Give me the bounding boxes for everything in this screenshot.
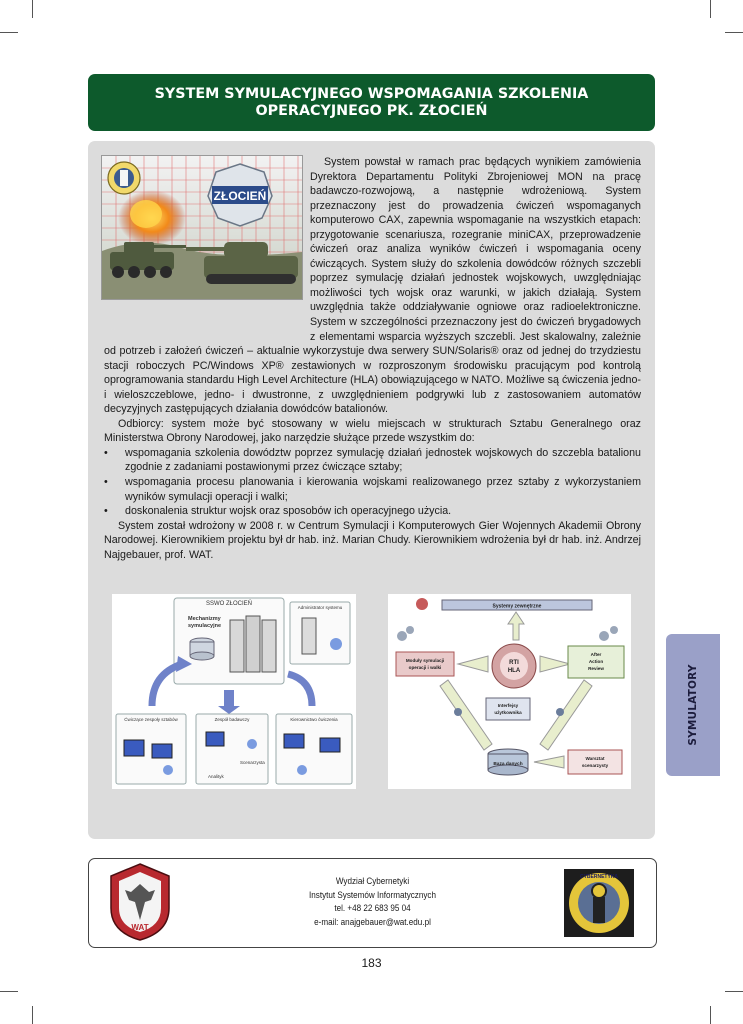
section-side-tab (666, 634, 720, 776)
gear-icon (397, 626, 618, 641)
role-label: Analityk (208, 774, 224, 779)
workshop-label: scenarzysty (581, 763, 609, 768)
architecture-diagram-svg (388, 594, 631, 789)
interfaces-label: użytkownika (494, 710, 522, 715)
crop-mark (725, 32, 743, 33)
crop-mark (0, 32, 18, 33)
list-item-text: wspomagania procesu planowania i kierowania wojskami realizowanego przez sztaby z wykorzystaniem wyników symulacji operacji i walki; (125, 476, 641, 503)
box-label: Zespół badawczy (214, 717, 250, 722)
external-systems-label: Systemy zewnętrzne (492, 603, 542, 610)
arrow-icon (458, 656, 488, 672)
database-icon (190, 638, 214, 660)
arrow-icon (534, 756, 564, 768)
list-item (104, 475, 641, 504)
arrow-icon (440, 680, 492, 750)
aar-label: After (590, 652, 602, 657)
cybernetics-logo (564, 869, 634, 937)
crop-mark (725, 991, 743, 992)
server-icon (230, 616, 276, 672)
article-paragraph-3: System został wdrożony w 2008 r. w Centrum Symulacji i Komputerowych Gier Wojennych Akademii Obrony Narodowej. Kierownikiem projektu był dr hab. inż. Marian Chudy. Kierownikiem wdrożenia był dr hab. inż. Andrzej Najgebauer, prof. WAT. (104, 519, 641, 561)
page-number: 183 (361, 956, 382, 970)
box-label: Ćwiczące zespoły sztabów (124, 717, 178, 722)
arrow-icon (508, 612, 524, 640)
bullet-icon: • (104, 446, 108, 459)
architecture-diagram (388, 594, 631, 789)
institute-name: Instytut Systemów Informatycznych (309, 889, 436, 900)
workshop-label: Warsztat (585, 756, 605, 761)
list-item (104, 504, 641, 519)
bullet-icon: • (104, 505, 108, 518)
core-label: Mechanizmy (188, 616, 221, 622)
structure-diagram-svg (112, 594, 356, 789)
interfaces-label: Interfejsy (497, 703, 519, 708)
crop-mark (0, 991, 18, 992)
crop-mark (32, 1006, 33, 1024)
database-label: Baza danych (493, 762, 523, 767)
rti-label: RTI (509, 660, 519, 666)
hla-label: HLA (507, 668, 521, 674)
email: e-mail: anajgebauer@wat.edu.pl (314, 916, 431, 927)
footer-box (88, 858, 657, 948)
aar-label: Action (588, 659, 604, 664)
core-label: symulacyjne (188, 623, 222, 629)
box-label: Kierownictwo ćwiczenia (290, 717, 338, 722)
crop-mark (710, 1006, 711, 1024)
bullet-icon: • (104, 476, 108, 489)
phone: tel. +48 22 683 95 04 (334, 903, 411, 913)
faculty-name: Wydział Cybernetyki (335, 876, 410, 886)
bullet-list (104, 446, 641, 519)
list-item-text: doskonalenia struktur wojsk oraz sposobów ich operacyjnego użycia. (125, 505, 452, 518)
satellite-icon (416, 598, 428, 610)
wat-logo-text: WAT (131, 923, 149, 932)
crop-mark (710, 0, 711, 18)
header-title-line2: OPERACYJNEGO PK. ZŁOCIEŃ (255, 102, 488, 119)
crop-mark (32, 0, 33, 18)
article-body (104, 155, 641, 562)
logo-text: ZŁOCIEŃ (213, 189, 267, 203)
aar-label: Review (588, 666, 604, 671)
image-wrap-spacer (104, 155, 310, 333)
list-item (104, 446, 641, 475)
cybernetics-logo-text: CYBERNETYKA (579, 874, 619, 880)
header-title-line1: SYSTEM SYMULACYJNEGO WSPOMAGANIA SZKOLENIA (154, 85, 589, 102)
module-label: operacji i walki (408, 665, 442, 670)
arrow-icon (218, 690, 240, 714)
admin-label: Administrator systemu (297, 605, 343, 610)
role-label: Scenarzysta (240, 760, 265, 765)
article-paragraph-2: Odbiorcy: system może być stosowany w wielu miejscach w strukturach Sztabu Generalnego oraz Ministerstwa Obrony Narodowej, jako narzędzie służące przede wszystkim do: (104, 417, 641, 445)
module-label: Moduły symulacji (405, 658, 445, 663)
diagram-title: SSWO ZŁOCIEŃ (205, 601, 253, 607)
arrow-icon (540, 680, 592, 750)
side-tab-label: SYMULATORY (687, 664, 699, 746)
arrow-icon (540, 656, 570, 672)
system-structure-diagram (112, 594, 356, 789)
list-item-text: wspomagania szkolenia dowództw poprzez symulację działań jednostek wojskowych do szczebla batalionu zgodnie z zadaniami postawionymi przez ćwiczące sztaby; (125, 446, 641, 474)
article-paragraph-1: System powstał w ramach prac będących wynikiem zamówienia Dyrektora Departamentu Polityki Zbrojeniowej MON na pracę badawczo-rozwojową, a następnie wdrożeniową. System przeznaczony jest do prowadzenia ćwiczeń wspomaganych komputerowo CAX, zapewnia wspomaganie na wszystkich etapach: przygotowanie scenariusza, rozegranie miniCAX, przeprowadzenie ćwiczeń oraz analiza wyników ćwiczeń i wspomagania oceny ćwiczących. System służy do szkolenia dowódców różnych szczebli poprzez symulację działań jednostek wojskowych, uwzględniając możliwości tych wojsk oraz warunki, w jakich działają. System uwzględnia także oddziaływanie ogniowe oraz radioelektroniczne. System w szczególności przeznaczony jest do ćwiczeń brygadowych z elementami wsparcia wyższych szczebli. Jest skalowalny, zależnie od potrzeb i założeń ćwiczeń – aktualnie wykorzystuje dwa serwery SUN/Solaris® oraz od jednej do trzydziestu stacji roboczych PC/Windows XP® zestawionych w rozproszonym środowisku pracującym pod kontrolą oprogramowania standardu High Level Architecture (HLA) obowiązującego w NATO. Możliwe są ćwiczenia jedno- i wieloszczeblowe, jedno- i dwustronne, z uwzględnieniem podgrywki lub z zastosowaniem automatów decyzyjnych zastępujących działania dowódców batalionów. (104, 156, 641, 416)
page-header (88, 74, 655, 131)
